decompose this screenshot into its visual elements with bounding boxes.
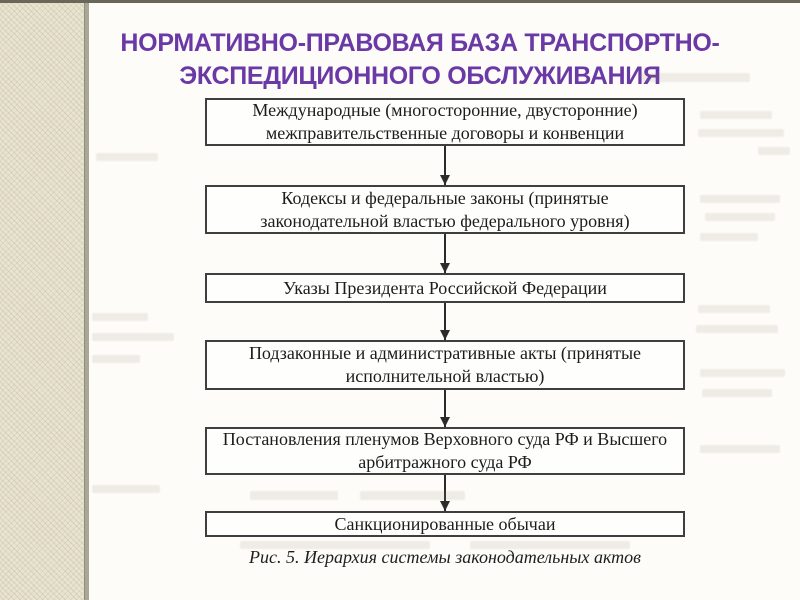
scan-artifact [700,233,758,241]
scan-artifact [92,313,148,321]
scan-artifact [696,325,778,333]
down-arrow [444,146,446,185]
diagram-box-supreme-court-plenums: Постановления пленумов Верховного суда РФ и Высшего арбитражного суда РФ [205,427,685,475]
figure-caption: Рис. 5. Иерархия системы законодательных актов [249,547,641,567]
down-arrow [444,390,446,427]
down-arrow [444,303,446,340]
scan-artifact [92,485,160,493]
scan-artifact [92,333,174,341]
scan-artifact [698,305,770,313]
scan-artifact [700,445,780,453]
scan-artifact [758,147,790,155]
scan-artifact [640,73,750,82]
diagram-box-international-treaties: Международные (многосторонние, двусторонние) межправительственные договоры и конвенции [205,98,685,146]
diagram-box-sanctioned-customs: Санкционированные обычаи [205,511,685,537]
scan-artifact [700,369,785,377]
scan-artifact [702,389,772,397]
scan-artifact [705,213,775,221]
scan-artifact [700,195,780,203]
scan-artifact [698,129,784,137]
scan-artifact [92,355,140,363]
down-arrow [444,234,446,273]
scan-artifact [96,153,158,161]
diagram-box-bylaws-administrative-acts: Подзаконные и административные акты (принятые исполнительной властью) [205,340,685,390]
diagram-box-codes-federal-laws: Кодексы и федеральные законы (принятые законодательной властью федерального уровня) [205,185,685,234]
diagram-box-presidential-decrees: Указы Президента Российской Федерации [205,273,685,303]
slide-title: НОРМАТИВНО-ПРАВОВАЯ БАЗА ТРАНСПОРТНО-ЭКСПЕДИЦИОННОГО ОБСЛУЖИВАНИЯ [120,29,720,90]
scan-artifact [700,111,772,119]
scan-artifact [470,541,630,549]
scan-artifact [240,541,430,549]
scan-artifact [360,491,465,500]
scan-artifact [250,491,338,500]
